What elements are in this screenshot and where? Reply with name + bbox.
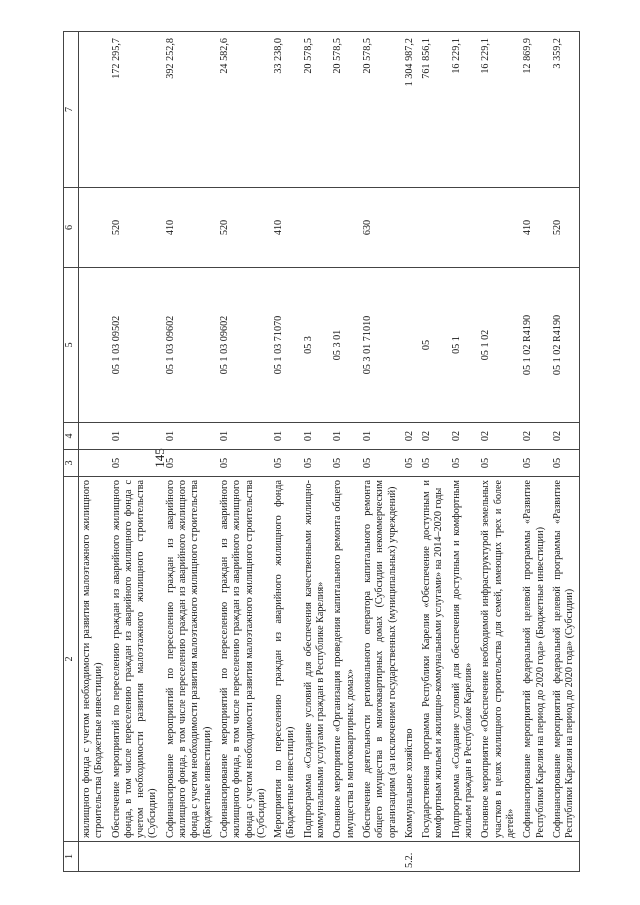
row-number: [217, 842, 271, 872]
row-section: 05: [478, 450, 520, 477]
row-target-code: 05 1 02: [478, 268, 520, 423]
row-name: Мероприятия по переселению граждан из аварийного жилищного фонда (Бюджетные инвестиции): [271, 477, 301, 842]
row-subsection: 01: [163, 423, 217, 450]
table-row: [79, 32, 109, 872]
row-number: [478, 842, 520, 872]
row-amount: 392 252,8: [163, 32, 217, 188]
header-col-6: 6: [64, 188, 79, 268]
row-target-code: 05 1 02 R4190: [520, 268, 550, 423]
table-row: [360, 32, 402, 872]
table-body: [79, 32, 580, 872]
row-target-code: 05 1 03 09502: [109, 268, 163, 423]
row-target-code: 05 3 01: [330, 268, 360, 423]
row-amount: 20 578,5: [330, 32, 360, 188]
table-header-row: [64, 32, 79, 872]
row-section: 05: [419, 450, 449, 477]
row-expense-type: [402, 188, 419, 268]
row-name: Основное мероприятие «Организация проведения капитального ремонта общего имущества в многоквартирных домах»: [330, 477, 360, 842]
table-row: [163, 32, 217, 872]
table-row: [419, 32, 449, 872]
table-row: [217, 32, 271, 872]
row-amount: 20 578,5: [301, 32, 331, 188]
row-number: [449, 842, 479, 872]
row-amount: 16 229,1: [449, 32, 479, 188]
row-subsection: 01: [301, 423, 331, 450]
row-number: [550, 842, 580, 872]
row-subsection: 01: [271, 423, 301, 450]
row-name: Подпрограмма «Создание условий для обеспечения доступным и комфортным жильем граждан в Республике Карелия»: [449, 477, 479, 842]
row-subsection: 01: [330, 423, 360, 450]
table-row: [271, 32, 301, 872]
row-expense-type: [478, 188, 520, 268]
row-subsection: 02: [520, 423, 550, 450]
budget-table: [63, 31, 580, 872]
row-expense-type: 410: [163, 188, 217, 268]
row-expense-type: [301, 188, 331, 268]
row-section: [79, 450, 109, 477]
row-expense-type: 410: [271, 188, 301, 268]
row-section: 05: [402, 450, 419, 477]
row-name: Обеспечение мероприятий по переселению граждан из аварийного жилищного фонда, в том числе переселению граждан из аварийного жилищного фонда с учетом необходимости развития малоэтажного жилищного строительства (Субсидии): [109, 477, 163, 842]
row-target-code: 05 1 03 09602: [163, 268, 217, 423]
row-amount: 1 304 987,2: [402, 32, 419, 188]
row-target-code: 05: [419, 268, 449, 423]
row-subsection: 02: [402, 423, 419, 450]
table-row: [402, 32, 419, 872]
row-name: жилищного фонда с учетом необходимости развития малоэтажного жилищного строительства (Бюджетные инвестиции): [79, 477, 109, 842]
table-row: [449, 32, 479, 872]
header-col-2: 2: [64, 477, 79, 842]
row-number: [330, 842, 360, 872]
row-target-code: 05 1: [449, 268, 479, 423]
page-number: 145: [152, 448, 167, 468]
table-row: [550, 32, 580, 872]
table-row: [520, 32, 550, 872]
row-section: 05: [301, 450, 331, 477]
row-name: Софинансирование мероприятий федеральной целевой программы «Развитие Республики Карелия на период до 2020 года» (Субсидии): [550, 477, 580, 842]
row-number: [360, 842, 402, 872]
row-name: Софинансирование мероприятий федеральной целевой программы «Развитие Республики Карелия на период до 2020 года» (Бюджетные инвестиции): [520, 477, 550, 842]
row-expense-type: 630: [360, 188, 402, 268]
row-expense-type: 520: [217, 188, 271, 268]
table-row: [478, 32, 520, 872]
row-name: Обеспечение деятельности регионального оператора капитального ремонта общего имущества в многоквартирных домах (Субсидии некоммерческим организациям (за исключением государственных (муниципальных) учреждений): [360, 477, 402, 842]
table-row: [109, 32, 163, 872]
table-row: [330, 32, 360, 872]
budget-table-sheet: [63, 32, 583, 872]
row-section: 05: [330, 450, 360, 477]
row-amount: 16 229,1: [478, 32, 520, 188]
row-expense-type: [330, 188, 360, 268]
row-name: Софинансирование мероприятий по переселению граждан из аварийного жилищного фонда, в том числе переселению граждан из аварийного жилищного фонда с учетом необходимости развития малоэтажного жилищного строительства (Субсидии): [217, 477, 271, 842]
row-expense-type: 520: [109, 188, 163, 268]
row-number: [520, 842, 550, 872]
row-subsection: 01: [217, 423, 271, 450]
row-number: 5.2.: [402, 842, 419, 872]
row-amount: 20 578,5: [360, 32, 402, 188]
row-amount: 172 295,7: [109, 32, 163, 188]
row-section: 05: [550, 450, 580, 477]
header-col-1: 1: [64, 842, 79, 872]
row-name: Основное мероприятие «Обеспечение необходимой инфраструктурой земельных участков в целях жилищного строительства для семей, имеющих трех и более детей»: [478, 477, 520, 842]
row-number: [419, 842, 449, 872]
row-subsection: 01: [360, 423, 402, 450]
row-section: 05: [520, 450, 550, 477]
row-subsection: 01: [109, 423, 163, 450]
header-col-4: 4: [64, 423, 79, 450]
row-subsection: 02: [449, 423, 479, 450]
row-name: Коммунальное хозяйство: [402, 477, 419, 842]
row-section: 05: [360, 450, 402, 477]
row-name: Софинансирование мероприятий по переселению граждан из аварийного жилищного фонда, в том числе переселению граждан из аварийного жилищного фонда с учетом необходимости развития малоэтажного жилищного строительства (Бюджетные инвестиции): [163, 477, 217, 842]
row-number: [79, 842, 109, 872]
row-name: Государственная программа Республики Карелия «Обеспечение доступным и комфортным жильем и жилищно-коммунальными услугами» на 2014–2020 годы: [419, 477, 449, 842]
row-expense-type: [449, 188, 479, 268]
row-number: [271, 842, 301, 872]
row-amount: 3 359,2: [550, 32, 580, 188]
table-row: [301, 32, 331, 872]
row-section: 05: [109, 450, 163, 477]
row-number: [163, 842, 217, 872]
row-section: 05: [217, 450, 271, 477]
row-amount: 761 856,1: [419, 32, 449, 188]
row-amount: 24 582,6: [217, 32, 271, 188]
row-target-code: 05 1 03 71070: [271, 268, 301, 423]
row-expense-type: [79, 188, 109, 268]
row-target-code: [402, 268, 419, 423]
header-col-5: 5: [64, 268, 79, 423]
row-subsection: 02: [419, 423, 449, 450]
header-col-7: 7: [64, 32, 79, 188]
row-target-code: 05 1 02 R4190: [550, 268, 580, 423]
row-section: 05: [163, 450, 217, 477]
row-amount: 12 869,9: [520, 32, 550, 188]
header-col-3: 3: [64, 450, 79, 477]
row-target-code: 05 1 03 09602: [217, 268, 271, 423]
row-amount: 33 238,0: [271, 32, 301, 188]
row-target-code: 05 3 01 71010: [360, 268, 402, 423]
row-number: [109, 842, 163, 872]
row-subsection: 02: [478, 423, 520, 450]
row-amount: [79, 32, 109, 188]
row-expense-type: 520: [550, 188, 580, 268]
row-expense-type: [419, 188, 449, 268]
row-section: 05: [449, 450, 479, 477]
row-target-code: 05 3: [301, 268, 331, 423]
row-name: Подпрограмма «Создание условий для обеспечения качественными жилищно-коммунальными услугами граждан в Республике Карелия»: [301, 477, 331, 842]
row-number: [301, 842, 331, 872]
row-expense-type: 410: [520, 188, 550, 268]
row-subsection: 02: [550, 423, 580, 450]
row-target-code: [79, 268, 109, 423]
row-section: 05: [271, 450, 301, 477]
row-subsection: [79, 423, 109, 450]
